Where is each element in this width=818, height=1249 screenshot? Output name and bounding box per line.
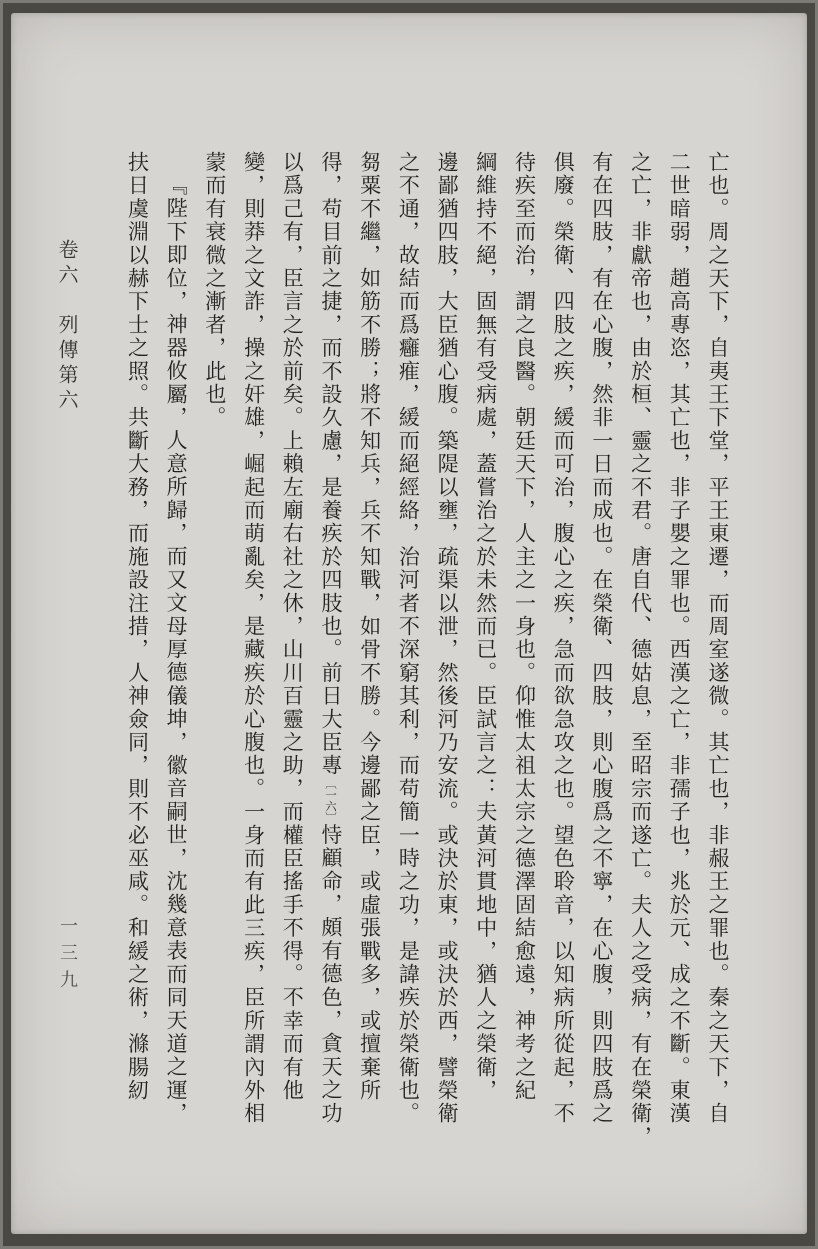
text-column: 得，苟目前之捷，而不設久慮，是養疾於四肢也。前日大臣專〔一六〕恃顧命，頗有德色，貪天之功 [318,151,343,1126]
text-column: 芻粟不繼，如筋不勝；將不知兵，兵不知戰，如骨不勝。今邊鄙之臣，或虛張戰多，或擅棄所 [357,151,382,1103]
text-column: 綱維持不絕，固無有受病處，蓋嘗治之於未然而已。臣試言之：夫黃河貫地中，猶人之榮衛， [473,151,498,1103]
text-column: 有在四肢，有在心腹，然非一日而成也。在榮衛、四肢，則心腹爲之不寧，在心腹，則四肢爲之 [589,151,614,1126]
text-column: 邊鄙猶四肢，大臣猶心腹。築隄以壅，疏渠以泄，然後河乃安流。或決於東，或決於西，譬榮衛 [435,151,460,1126]
text-column: 二世暗弱，趙高專恣，其亡也，非子嬰之罪也。西漢之亡，非孺子也，兆於元、成之不斷。東漢 [667,151,692,1126]
paper-surface [11,13,807,1234]
text-column: 俱廢。榮衛、四肢之疾，緩而可治，腹心之疾，急而欲急攻之也。望色聆音，以知病所從起，不 [551,151,576,1126]
chapter-margin-label: 卷六 列傳第六 [55,239,79,414]
text-column: 以爲己有，臣言之於前矣。上賴左廟右社之休，山川百靈之助，而權臣搖手不得。不幸而有他 [280,151,305,1103]
text-column: 『陛下即位，神器攸屬，人意所歸，而又文母厚德儀坤，徽音嗣世，沈幾意表而同天道之運， [164,174,189,1126]
main-text-block [117,151,737,1169]
text-column: 變，則莽之文詐，操之奸雄，崛起而萌亂矣，是藏疾於心腹也。一身而有此三疾，臣所謂內外相 [241,151,266,1126]
footnote-marker: 〔一六〕 [323,777,338,824]
text-column: 亡也。周之天下，自夷王下堂，平王東遷，而周室遂微。其亡也，非赧王之罪也。秦之天下，自 [706,151,730,1126]
text-column: 之亡，非獻帝也，由於桓、靈之不君。唐自代、德姑息，至昭宗而遂亡。夫人之受病，有在榮衛， [628,151,653,1149]
text-column: 之不通，故結而爲癰痽，緩而絕經絡，治河者不深窮其利，而苟簡一時之功，是諱疾於榮衛也。 [396,151,421,1126]
text-column: 扶日虞淵以赫下士之照。共斷大務，而施設注措，人神僉同，則不必巫咸。和緩之術，滌腸紉 [125,151,150,1103]
text-column: 蒙而有衰微之漸者，此也。 [202,151,227,430]
text-column: 待疾至而治，謂之良醫。朝廷天下，人主之一身也。仰惟太祖太宗之德澤固結愈遠，神考之紀 [512,151,537,1103]
page-number: 一三九 [57,916,78,997]
